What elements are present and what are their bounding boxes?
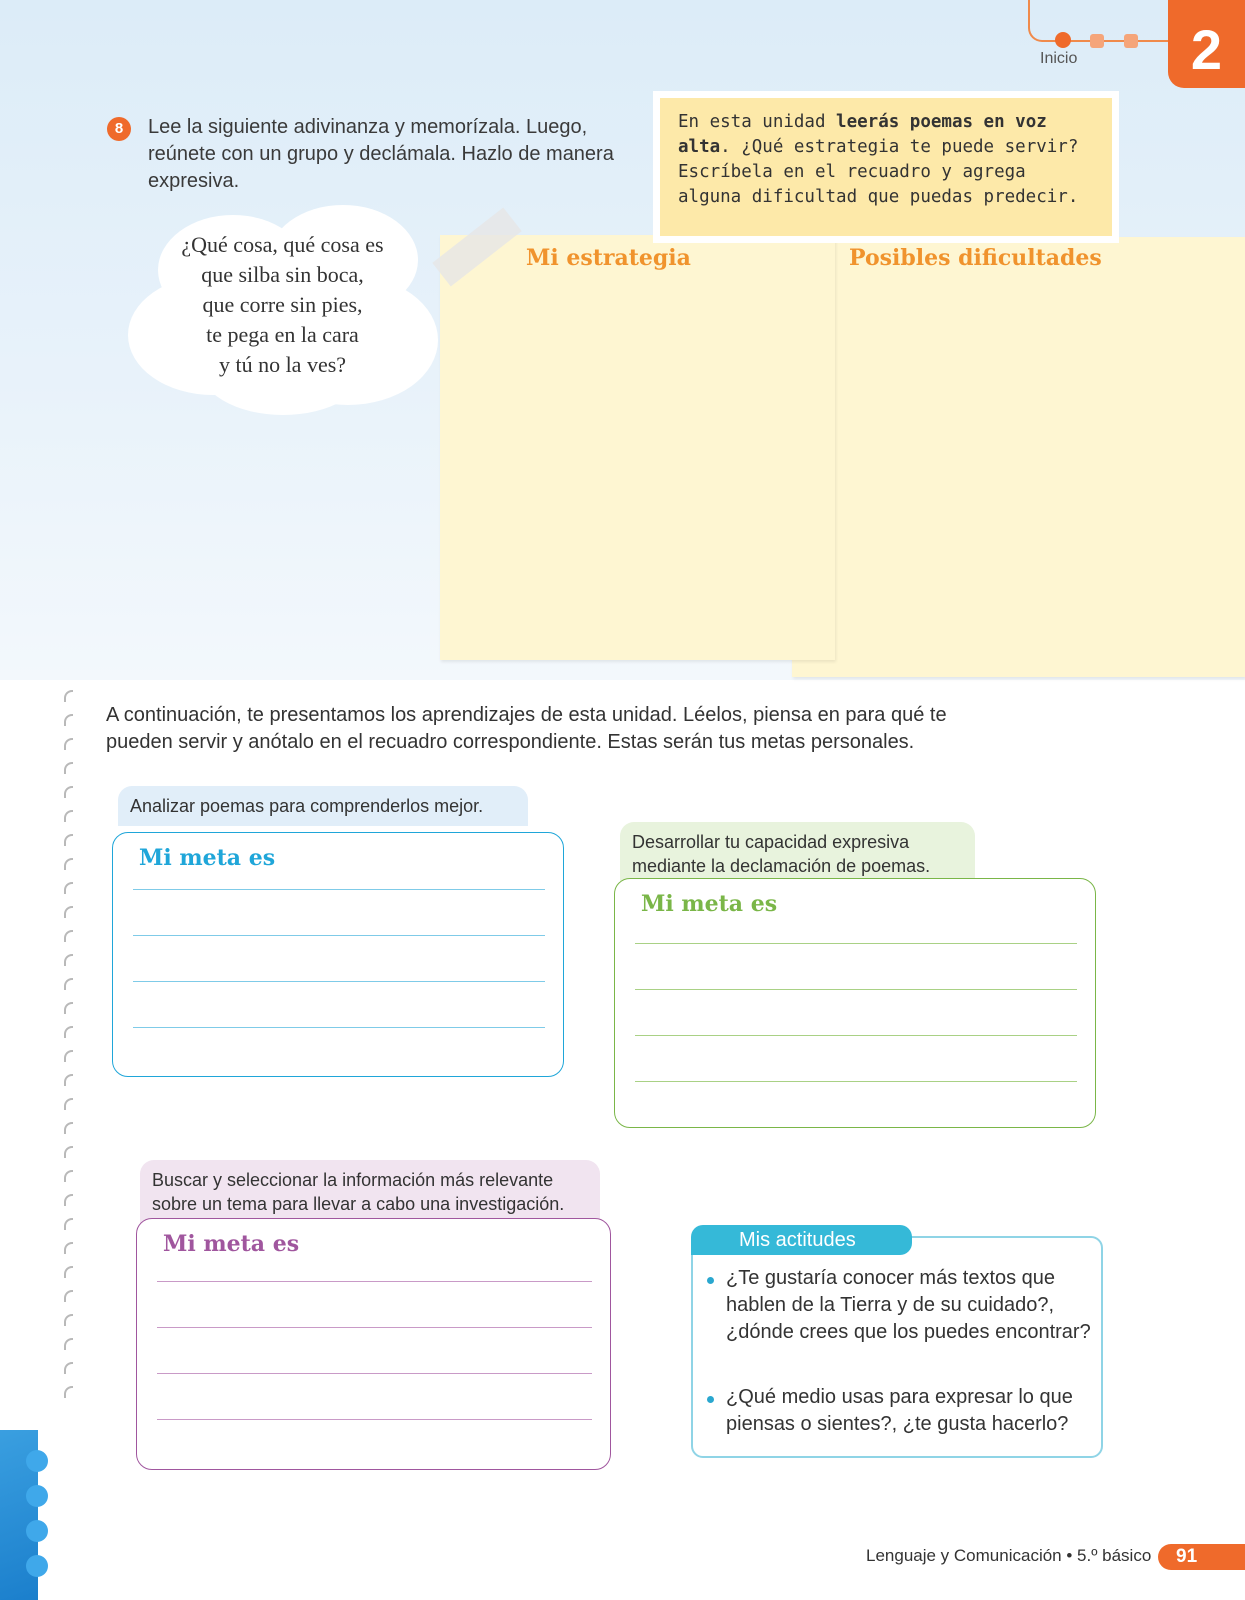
riddle-line: que silba sin boca, <box>201 262 364 287</box>
attitudes-box <box>691 1236 1103 1458</box>
goal-title: Mi meta es <box>139 845 276 871</box>
writing-line[interactable] <box>133 1027 545 1028</box>
attitudes-title: Mis actitudes <box>691 1225 912 1255</box>
goal-box-research[interactable] <box>136 1218 611 1470</box>
riddle-line: y tú no la ves? <box>218 352 347 377</box>
strategy-title: Mi estrategia <box>526 245 691 271</box>
section-label: Inicio <box>1040 50 1078 67</box>
goals-intro-text: A continuación, te presentamos los aprendizajes de esta unidad. Léelos, piensa en para qué te pueden servir y anótalo en el recuadro correspondiente. Estas serán tus metas personales. <box>106 704 947 753</box>
page-number: 91 <box>1158 1544 1245 1570</box>
riddle-line: que corre sin pies, <box>202 292 363 317</box>
writing-line[interactable] <box>157 1327 592 1328</box>
goal-title: Mi meta es <box>163 1231 300 1257</box>
attitude-question: ¿Qué medio usas para expresar lo que piensas o sientes?, ¿te gusta hacerlo? <box>726 1386 1073 1435</box>
writing-line[interactable] <box>635 1081 1077 1082</box>
goal-box-analyze[interactable] <box>112 832 564 1077</box>
goal-learning-label: Buscar y seleccionar la información más relevante sobre un tema para llevar a cabo una investigación. <box>140 1160 600 1224</box>
strategy-prompt <box>660 98 1112 236</box>
writing-line[interactable] <box>635 943 1077 944</box>
progress-step-icon <box>1124 34 1138 48</box>
writing-line[interactable] <box>133 981 545 982</box>
riddle-line: te pega en la cara <box>206 322 359 347</box>
prompt-bold-text: leerás poemas en voz alta <box>678 112 1047 157</box>
writing-line[interactable] <box>133 889 545 890</box>
activity-instruction: Lee la siguiente adivinanza y memorízala. Luego, reúnete con un grupo y declámala. Hazlo de manera expresiva. <box>148 116 614 192</box>
attitude-question: ¿Te gustaría conocer más textos que hablen de la Tierra y de su cuidado?, ¿dónde crees que los puedes encontrar? <box>726 1267 1091 1343</box>
notebook-edge-decoration <box>0 1430 38 1600</box>
writing-line[interactable] <box>157 1373 592 1374</box>
difficulties-note[interactable] <box>792 237 1245 677</box>
writing-line[interactable] <box>133 935 545 936</box>
goal-learning-label: Desarrollar tu capacidad expresiva mediante la declamación de poemas. <box>620 822 975 886</box>
writing-line[interactable] <box>635 989 1077 990</box>
bullet-icon <box>707 1396 714 1403</box>
writing-line[interactable] <box>157 1281 592 1282</box>
difficulties-title: Posibles dificultades <box>849 245 1102 271</box>
writing-line[interactable] <box>157 1419 592 1420</box>
riddle-line: ¿Qué cosa, qué cosa es <box>181 232 384 257</box>
bullet-icon <box>707 1277 714 1284</box>
goal-learning-label: Analizar poemas para comprenderlos mejor. <box>118 786 528 826</box>
goal-title: Mi meta es <box>641 891 778 917</box>
writing-line[interactable] <box>635 1035 1077 1036</box>
activity-number-badge: 8 <box>107 117 131 141</box>
notebook-spiral <box>64 690 76 1430</box>
footer-subject: Lenguaje y Comunicación • 5.º básico <box>866 1546 1152 1565</box>
progress-step-icon <box>1090 34 1104 48</box>
prompt-text: . ¿Qué estrategia te puede servir? Escríbela en el recuadro y agrega alguna dificultad que puedas predecir. <box>678 137 1079 207</box>
prompt-text: En esta unidad <box>678 112 837 132</box>
progress-step-current-icon <box>1055 32 1071 48</box>
goal-box-expression[interactable] <box>614 878 1096 1128</box>
progress-track <box>1028 0 1180 42</box>
riddle-text <box>140 230 425 380</box>
strategy-note[interactable] <box>440 235 835 660</box>
unit-number-badge: 2 <box>1168 0 1245 88</box>
